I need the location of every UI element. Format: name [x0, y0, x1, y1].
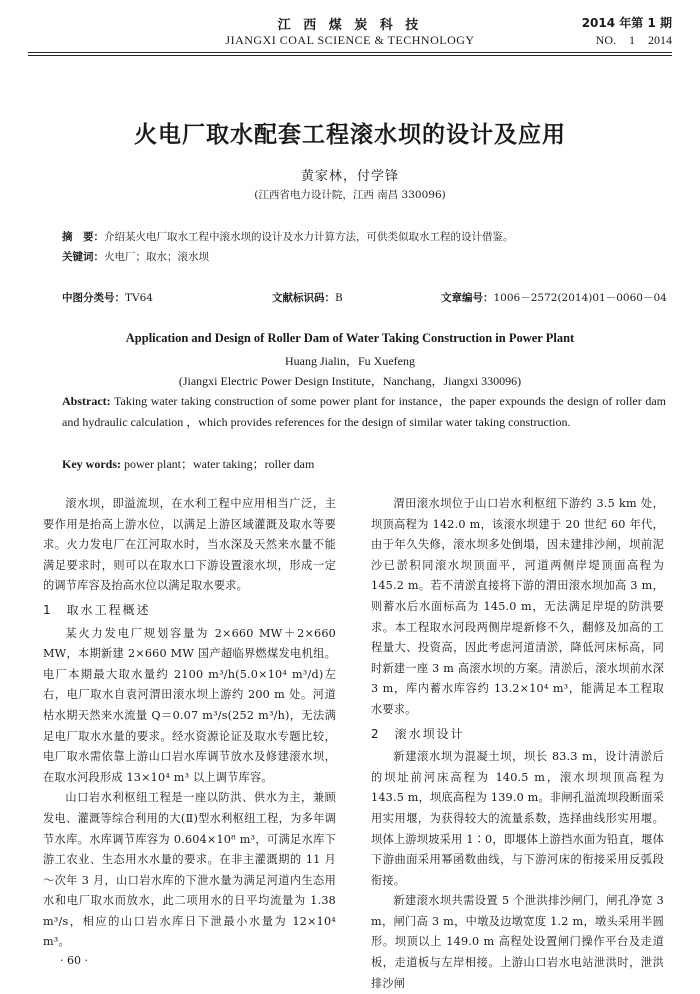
classification-label: 中图分类号： — [62, 292, 125, 304]
section-2-heading: 2 滚水坝设计 — [371, 726, 465, 741]
body-left-column — [43, 494, 336, 953]
classification-value: TV64 — [125, 292, 153, 304]
english-keywords-text: power plant；water taking；roller dam — [124, 457, 315, 471]
english-keywords — [62, 455, 314, 472]
abstract-label: 摘 要： — [62, 231, 104, 243]
doc-code-label: 文献标识码： — [272, 292, 335, 304]
intro-paragraph: 滚水坝，即溢流坝，在水利工程中应用相当广泛，主要作用是抬高上游水位，以满足上游区域灌溉及取水等要求。火力发电厂在江河取水时，当水深及天然来水量不能满足要求时，则可以在取水口下游设置滚水坝，形成一定的调节库容及抬高水位以满足取水要求。 — [43, 497, 336, 593]
english-abstract — [62, 391, 666, 433]
issue-cn: 2014 年第 1 期 — [581, 16, 672, 30]
english-keywords-label: Key words: — [62, 457, 121, 471]
keywords-text: 火电厂；取水；滚水坝 — [104, 251, 209, 263]
header-rule-thin — [28, 55, 672, 56]
article-title: 火电厂取水配套工程滚水坝的设计及应用 — [134, 122, 566, 148]
english-title: Application and Design of Roller Dam of Water Taking Construction in Power Plant — [125, 331, 575, 345]
article-no-value: 1006－2572(2014)01－0060－04 — [493, 292, 667, 304]
section-1-paragraph-2: 山口岩水利枢纽工程是一座以防洪、供水为主，兼顾发电、灌溉等综合利用的大(Ⅱ)型水利枢纽工程，为多年调节水库。水库调节库容为 0.604×10⁸ m³，可满足水库下游工农业、生态用水水量的要求。在非主灌溉期的 11 月～次年 3 月，山口岩水库的下泄水量为满足河道内生态用水和电厂取水而放水，此二项用水的日平均流量为 1.38 m³/s，相应的山口岩水库日下泄最小水量为 12×10⁴ m³。 — [43, 791, 336, 949]
classification — [62, 290, 153, 305]
issue-en: NO. 1 2014 — [595, 33, 672, 47]
section-2-paragraph-2: 新建滚水坝共需设置 5 个泄洪排沙闸门，闸孔净宽 3 m，闸门高 3 m，中墩及边墩宽度 1.2 m，墩头采用半圆形。坝顶以上 149.0 m 高程处设置闸门操作平台及走道板，走道板与左岸相接。上游山口岩水电站泄洪时，泄洪排沙闸 — [371, 894, 664, 990]
journal-title-en: JIANGXI COAL SCIENCE & TECHNOLOGY — [225, 33, 475, 47]
authors: 黄家林，付学锋 — [300, 169, 399, 184]
body-right-column — [371, 494, 664, 994]
section-1-paragraph-1: 某火力发电厂规划容量为 2×660 MW＋2×660 MW，本期新建 2×660 MW 国产超临界燃煤发电机组。电厂本期最大取水量约 2100 m³/h(5.0×10⁴ m³/d)左右，电厂取水自袁河渭田滚水坝上游约 200 m 处。河道枯水期天然来水流量 Q＝0.07 m³/s(252 m³/h)，无法满足电厂取水水量的要求。经水资源论证及取水专题比较，电厂取水需依靠上游山口岩水库调节放水及修建滚水坝，在取水河段形成 13×10⁴ m³ 以上调节库容。 — [43, 626, 336, 784]
english-affiliation: (Jiangxi Electric Power Design Institute，Nanchang，Jiangxi 330096) — [178, 374, 522, 388]
section-2-paragraph-1: 新建滚水坝为混凝土坝，坝长 83.3 m，设计清淤后的坝址前河床高程为 140.5 m，滚水坝坝顶高程为 143.5 m，坝底高程为 139.0 m。非闸孔溢流坝段断面采用实用堰，为获得较大的流量系数，选择曲线形实用堰。坝体上游坝坡采用 1∶0，即堰体上游挡水面为铅直，堰体下游曲面采用幂函数曲线，与下游河床的衔接采用反弧段衔接。 — [371, 750, 664, 887]
header-rule — [28, 52, 672, 53]
page-number: · 60 · — [60, 954, 88, 967]
section-1-heading: 1 取水工程概述 — [43, 602, 151, 617]
english-abstract-label: Abstract: — [62, 394, 111, 408]
right-paragraph-1: 渭田滚水坝位于山口岩水利枢纽下游约 3.5 km 处，坝顶高程为 142.0 m，该滚水坝建于 20 世纪 60 年代，由于年久失修，滚水坝多处倒塌，因未建排沙闸，坝前泥沙已淤积同滚水坝顶面平，河道两侧岸堤顶面高程为 145.2 m。若不清淤直接将下游的渭田滚水坝加高 3 m，则蓄水后水面标高为 145.0 m，无法满足岸堤的防洪要求。本工程取水河段两侧岸堤新修不久，翻修及加高的工程量大、投资高，因此考虑河道清淤，降低河床标高，同时新建一座 3 m 高滚水坝的方案。清淤后，滚水坝前水深 3 m，库内蓄水库容约 13.2×10⁴ m³，能满足本工程取水要求。 — [371, 497, 664, 716]
english-authors: Huang Jialin，Fu Xuefeng — [285, 354, 415, 368]
document-code — [272, 290, 343, 305]
english-abstract-text: Taking water taking construction of some power plant for instance，the paper expounds the design of roller dam and hydraulic calculation ，which provides references for the design of similar water taking construction. — [62, 394, 666, 429]
abstract-cn — [62, 229, 660, 245]
affiliation: (江西省电力设计院，江西 南昌 330096) — [254, 189, 446, 201]
keywords-cn — [62, 249, 660, 264]
keywords-label: 关键词： — [62, 251, 104, 263]
doc-code-value: B — [335, 292, 343, 304]
abstract-text: 介绍某火电厂取水工程中滚水坝的设计及水力计算方法，可供类似取水工程的设计借鉴。 — [104, 231, 514, 243]
article-no-label: 文章编号： — [441, 292, 494, 304]
journal-title-cn: 江 西 煤 炭 科 技 — [277, 18, 423, 33]
article-number — [441, 290, 667, 305]
